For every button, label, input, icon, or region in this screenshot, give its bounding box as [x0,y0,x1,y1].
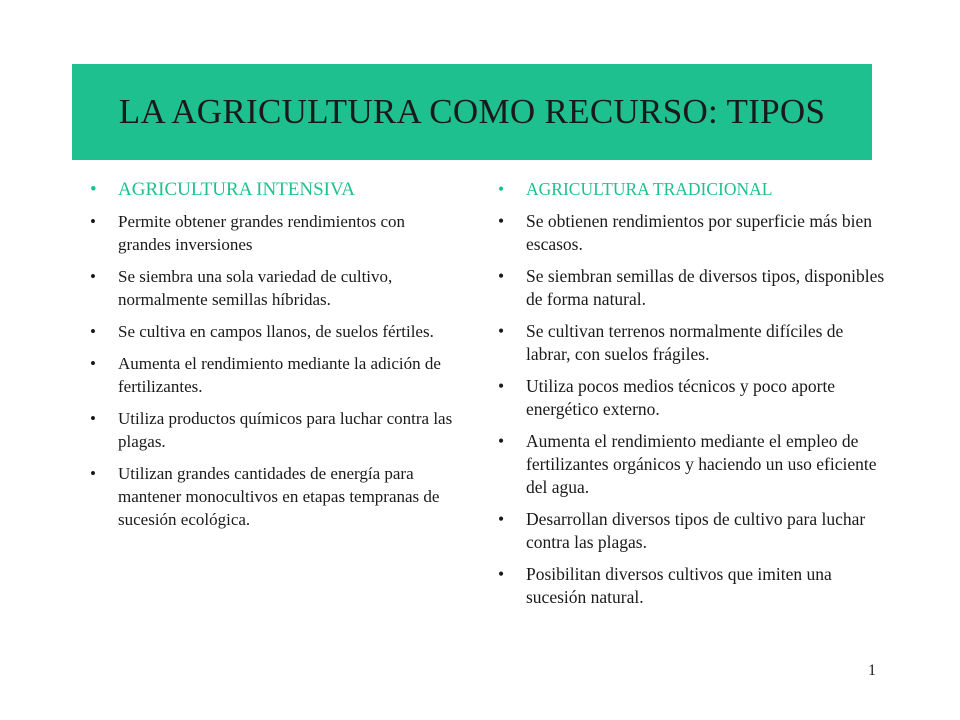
list-item-text: Aumenta el rendimiento mediante la adición de fertilizantes. [118,354,441,396]
list-item-text: Permite obtener grandes rendimientos con grandes inversiones [118,212,406,254]
list-item [88,320,458,343]
list-item-text: Posibilitan diversos cultivos que imiten una sucesión natural. [526,564,832,607]
page-number: 1 [868,662,876,679]
list-item-text: Se cultivan terrenos normalmente difíciles de labrar, con suelos frágiles. [526,321,844,364]
list-item-text: Aumenta el rendimiento mediante el empleo de fertilizantes orgánicos y haciendo un uso eficiente del agua. [526,431,877,497]
list-item [496,265,886,311]
list-heading-traditional [496,178,886,201]
title-banner [72,64,872,160]
list-item [88,352,458,398]
heading-text: AGRICULTURA INTENSIVA [118,179,355,200]
bullet-icon: • [498,211,505,231]
list-item [496,430,886,499]
list-item-text: Se cultiva en campos llanos, de suelos fértiles. [118,322,434,341]
right-column [496,178,886,618]
bullet-icon: • [498,376,505,396]
slide-title: LA AGRICULTURA COMO RECURSO: TIPOS [118,92,826,131]
bullet-icon: • [90,322,96,341]
bullet-icon: • [90,464,96,483]
bullet-icon: • [498,321,505,341]
list-item [88,462,458,531]
list-item [496,375,886,421]
bullet-icon: • [90,409,96,428]
left-column [88,178,458,540]
list-item-text: Se siembra una sola variedad de cultivo, normalmente semillas híbridas. [118,267,393,309]
list-item [496,563,886,609]
bullet-icon: • [498,179,505,199]
list-item-text: Utilizan grandes cantidades de energía para mantener monocultivos en etapas tempranas de sucesión ecológica. [118,464,440,529]
list-item-text: Se obtienen rendimientos por superficie más bien escasos. [526,211,873,254]
bullet-icon: • [90,212,96,231]
bullet-icon: • [498,266,505,286]
list-item [496,508,886,554]
list-item-text: Utiliza productos químicos para luchar contra las plagas. [118,409,453,451]
list-item-text: Desarrollan diversos tipos de cultivo para luchar contra las plagas. [526,509,866,552]
bullet-icon: • [90,267,96,286]
list-heading-intensive [88,178,458,201]
heading-text: AGRICULTURA TRADICIONAL [526,179,773,199]
list-item [88,407,458,453]
bullet-icon: • [498,431,505,451]
list-item [88,210,458,256]
list-item-text: Utiliza pocos medios técnicos y poco aporte energético externo. [526,376,836,419]
bullet-icon: • [498,564,505,584]
list-item [88,265,458,311]
bullet-icon: • [498,509,505,529]
bullet-icon: • [90,354,96,373]
traditional-agriculture-list [496,178,886,609]
list-item [496,320,886,366]
list-item-text: Se siembran semillas de diversos tipos, disponibles de forma natural. [526,266,885,309]
intensive-agriculture-list [88,178,458,531]
bullet-icon: • [90,179,97,200]
list-item [496,210,886,256]
